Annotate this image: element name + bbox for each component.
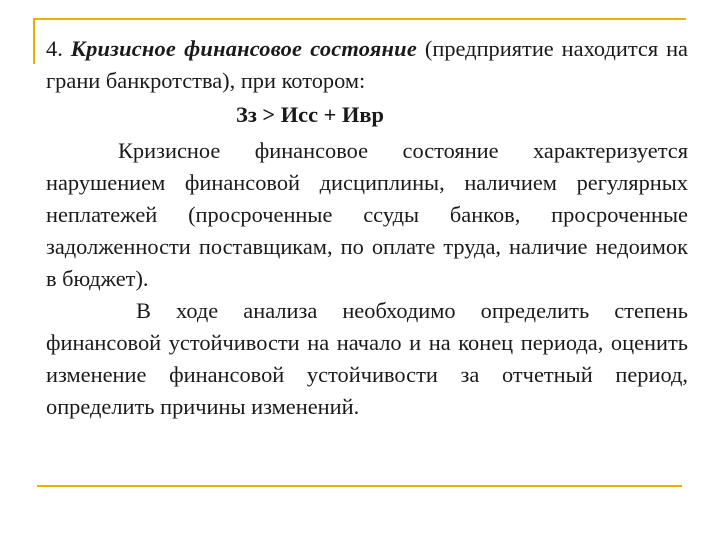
paragraph-analysis: В ходе анализа необходимо определить степень финансовой устойчивости на начало и на конец периода, оценить изменение финансовой устойчивости за отчетный период, определить причины изменений. [46, 298, 688, 419]
paragraph-characteristics: Кризисное финансовое состояние характеризуется нарушением финансовой дисциплины, наличием регулярных неплатежей (просроченные ссуды банков, просроченные задолженности поставщикам, по оплате труда, наличие недоимок в бюджет). [46, 138, 688, 291]
item-number: 4. [46, 36, 63, 61]
heading-paragraph [46, 33, 688, 97]
state-definition: (предприятие находится на грани банкротства), при котором: [46, 36, 688, 93]
left-decorative-rule [33, 18, 35, 64]
slide-content [46, 33, 688, 423]
formula: Зз > Исс + Ивр [236, 102, 384, 127]
top-decorative-rule [33, 18, 686, 20]
bottom-decorative-rule [37, 485, 682, 487]
state-term: Кризисное финансовое состояние [70, 36, 417, 61]
